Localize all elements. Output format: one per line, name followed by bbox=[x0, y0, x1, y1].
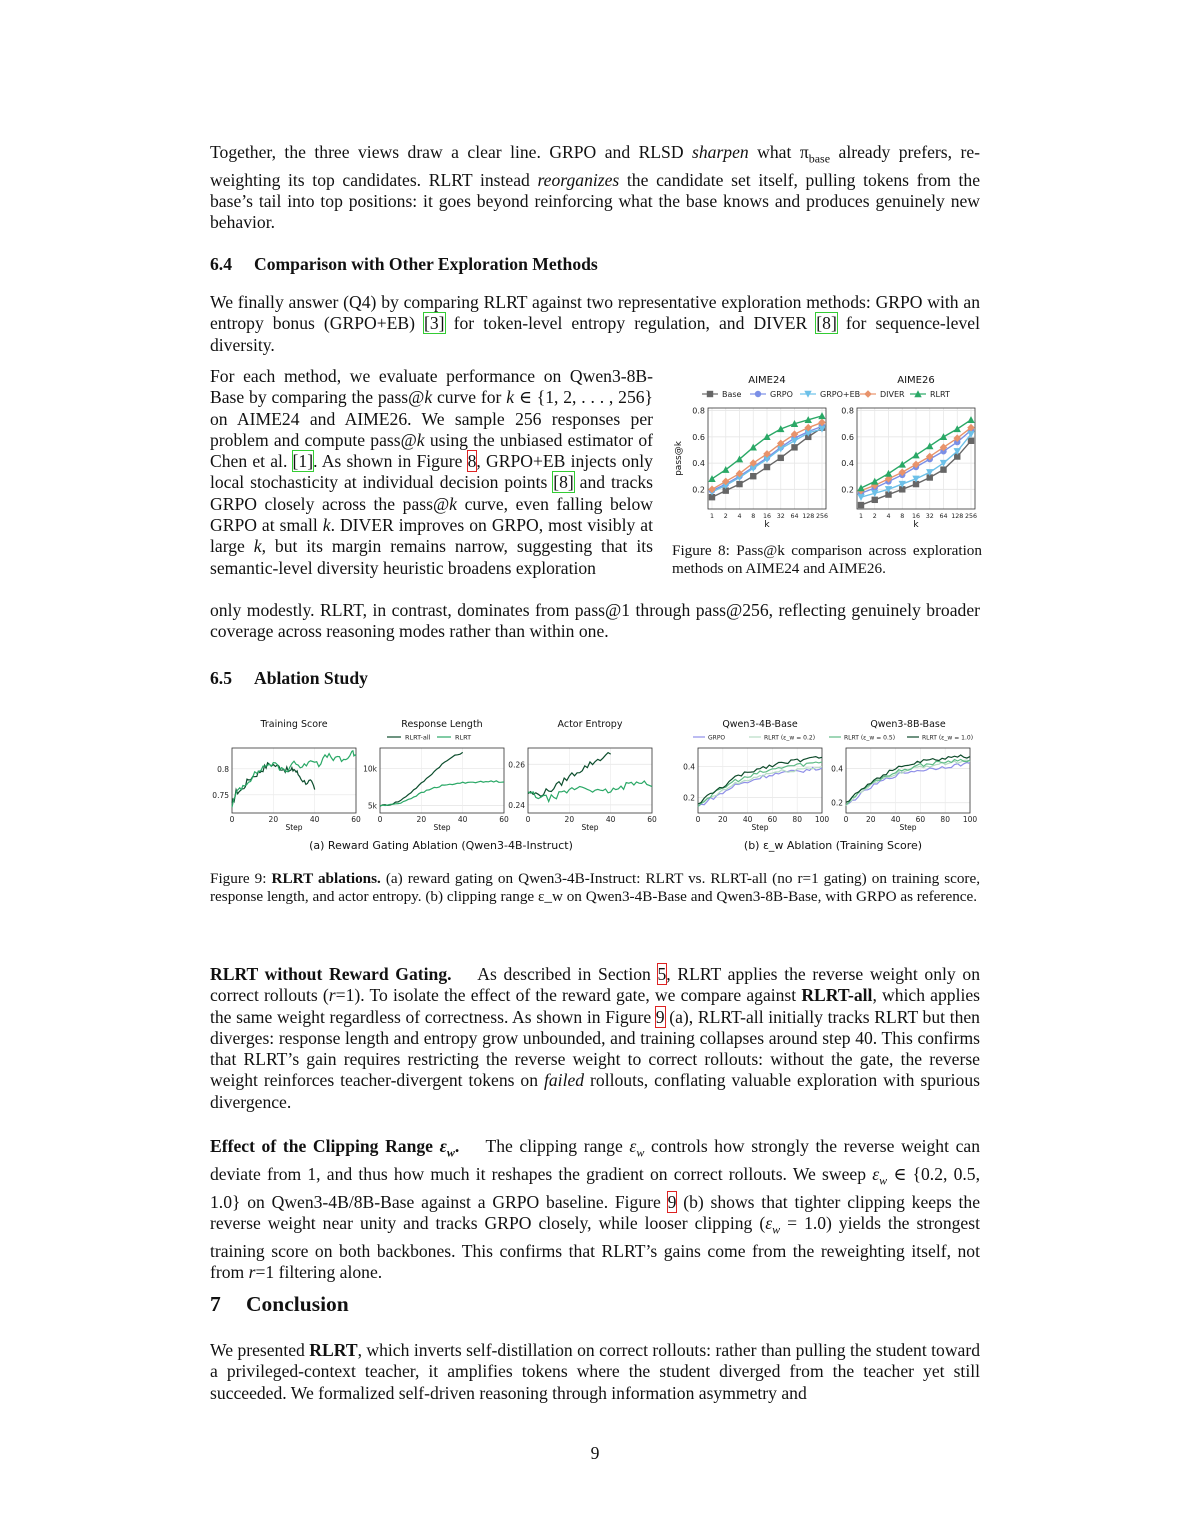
caption-bold: RLRT ablations. bbox=[271, 870, 381, 887]
x-axis-label: Step bbox=[751, 823, 769, 832]
x-axis-label: Step bbox=[581, 823, 599, 832]
plot-frame bbox=[698, 748, 822, 813]
data-point bbox=[899, 461, 906, 468]
x-tick-label: 40 bbox=[309, 815, 320, 824]
y-tick-label: 5k bbox=[367, 801, 377, 811]
panel-title: Actor Entropy bbox=[557, 719, 623, 730]
y-tick-label: 0.8 bbox=[841, 406, 854, 416]
data-point bbox=[968, 438, 974, 444]
figure-9-chart bbox=[205, 712, 990, 862]
x-axis-label: k bbox=[913, 520, 919, 530]
data-point bbox=[926, 442, 933, 449]
panel-title: AIME26 bbox=[897, 375, 935, 386]
x-tick-label: 20 bbox=[268, 815, 279, 824]
x-tick-label: 80 bbox=[792, 815, 802, 824]
data-point bbox=[818, 412, 825, 419]
section-number: 6.4 bbox=[210, 254, 232, 274]
series-line bbox=[528, 781, 652, 802]
citation-link[interactable]: [8] bbox=[816, 313, 837, 334]
series-line bbox=[698, 767, 822, 806]
x-tick-label: 16 bbox=[762, 513, 772, 520]
y-tick-label: 0.6 bbox=[692, 432, 705, 442]
x-tick-label: 100 bbox=[814, 815, 830, 824]
legend-label: RLRT bbox=[455, 733, 472, 742]
data-point bbox=[778, 455, 784, 461]
panel-title: Response Length bbox=[401, 719, 483, 730]
x-tick-label: 80 bbox=[940, 815, 950, 824]
figure-8-chart bbox=[670, 368, 990, 536]
sec64-paragraph-1: We finally answer (Q4) by comparing RLRT against two representative exploration methods: GRPO with an entropy bonus (GRPO+EB) [3] for token-level entropy regulation, and DIVER [8] for sequence-level diversity. bbox=[210, 292, 980, 355]
x-tick-label: 64 bbox=[790, 513, 799, 520]
x-tick-label: 32 bbox=[776, 513, 785, 520]
conclusion-paragraph: We presented RLRT, which inverts self-distillation on correct rollouts: rather than pulling the student toward a privileged-context teacher, it amplifies tokens where the student diverged from the teacher yet still succeeded. We formalized self-driven reasoning through information asymmetry and bbox=[210, 1340, 980, 1403]
x-tick-label: 256 bbox=[815, 513, 829, 520]
section-number: 6.5 bbox=[210, 668, 232, 688]
legend-label: RLRT (ε_w = 0.2) bbox=[764, 734, 816, 742]
legend-label: RLRT-all bbox=[405, 733, 431, 742]
y-tick-label: 10k bbox=[363, 764, 377, 774]
section-title: Conclusion bbox=[246, 1292, 349, 1316]
x-tick-label: 4 bbox=[886, 513, 891, 520]
y-tick-label: 0.2 bbox=[683, 793, 695, 803]
data-point bbox=[764, 464, 770, 470]
y-tick-label: 0.2 bbox=[692, 485, 705, 495]
section-number: 7 bbox=[210, 1292, 221, 1316]
data-point bbox=[871, 478, 878, 485]
y-tick-label: 0.24 bbox=[508, 800, 525, 810]
data-point bbox=[708, 475, 715, 482]
panel-title: Qwen3-8B-Base bbox=[870, 719, 946, 730]
legend-label: DIVER bbox=[880, 390, 905, 399]
figure-ref-link[interactable]: 9 bbox=[667, 1191, 677, 1212]
x-tick-label: 0 bbox=[525, 815, 531, 824]
figure-ref-link[interactable]: 9 bbox=[655, 1006, 665, 1027]
legend-label: GRPO bbox=[770, 390, 793, 399]
citation-link[interactable]: [3] bbox=[424, 313, 445, 334]
x-tick-label: 8 bbox=[751, 513, 756, 520]
x-tick-label: 128 bbox=[951, 513, 964, 520]
x-tick-label: 1 bbox=[858, 513, 864, 520]
legend-label: Base bbox=[722, 390, 742, 399]
data-point bbox=[736, 481, 742, 487]
legend-label: RLRT (ε_w = 0.5) bbox=[844, 734, 896, 742]
legend-label: RLRT (ε_w = 1.0) bbox=[922, 734, 974, 742]
intro-paragraph: Together, the three views draw a clear line. GRPO and RLSD sharpen what $\pi_{base}$ already prefers, re-weighting its top candidates. RLRT instead reorganizes the candidate set itself, pulling tokens from the base’s tail into top positions: it goes beyond reinforcing what the base knows and produces genuinely new behavior. bbox=[210, 142, 981, 233]
section-title: Ablation Study bbox=[254, 668, 368, 688]
y-tick-label: 0.8 bbox=[217, 764, 229, 774]
data-point bbox=[940, 466, 946, 472]
data-point bbox=[857, 494, 864, 501]
y-tick-label: 0.2 bbox=[841, 485, 854, 495]
section-ref-link[interactable]: 5 bbox=[657, 964, 667, 984]
x-tick-label: 0 bbox=[229, 815, 235, 824]
x-tick-label: 1 bbox=[709, 513, 715, 520]
x-tick-label: 20 bbox=[416, 815, 427, 824]
y-tick-label: 0.4 bbox=[831, 764, 843, 774]
y-tick-label: 0.4 bbox=[692, 459, 705, 469]
x-tick-label: 100 bbox=[962, 815, 978, 824]
x-tick-label: 0 bbox=[377, 815, 383, 824]
x-tick-label: 256 bbox=[964, 513, 978, 520]
data-point bbox=[954, 425, 961, 432]
legend-marker bbox=[864, 390, 872, 398]
panel-title: Training Score bbox=[260, 719, 328, 730]
x-tick-label: 2 bbox=[872, 513, 877, 520]
sec64-paragraph-2: For each method, we evaluate performance on Qwen3-8B-Base by comparing the pass@k curve for k ∈ {1, 2, . . . , 256} on AIME24 and AIME26. We sample 256 responses per problem and compute pass@k using the unbiased estimator of Chen et al. [1]. As shown in Figure 8, GRPO+EB injects only local stochasticity at individual decision points [8] and tracks GRPO closely across the pass@k curve, even falling below GRPO at small k. DIVER improves on GRPO, most visibly at large k, but its margin remains narrow, suggesting that its semantic-level diversity heuristic broadens exploration bbox=[210, 366, 653, 578]
gating-paragraph: RLRT without Reward Gating. As described in Section 5, RLRT applies the reverse weight only on correct rollouts (r=1). To isolate the effect of the reward gate, we compare against RLRT-all, which applies the same weight regardless of correctness. As shown in Figure 9 (a), RLRT-all initially tracks RLRT but then diverges: response length and entropy grow unbounded, and training collapses around step 40. This confirms that RLRT’s gain requires restricting the reverse weight to correct rollouts: without the gate, the reverse weight reinforces teacher-divergent tokens on failed rollouts, conflating valuable exploration with spurious divergence. bbox=[210, 964, 980, 1112]
data-point bbox=[791, 438, 798, 445]
series-line bbox=[698, 757, 822, 804]
plot-frame bbox=[528, 748, 652, 813]
data-point bbox=[750, 473, 756, 479]
data-point bbox=[967, 416, 974, 423]
section-title: Comparison with Other Exploration Methods bbox=[254, 254, 598, 274]
subcaption-a: (a) Reward Gating Ablation (Qwen3-4B-Instruct) bbox=[309, 839, 573, 852]
sec64-paragraph-2-cont: only modestly. RLRT, in contrast, dominates from pass@1 through pass@256, reflecting genuinely broader coverage across reasoning modes rather than within one. bbox=[210, 600, 980, 642]
x-tick-label: 16 bbox=[911, 513, 921, 520]
y-tick-label: 0.6 bbox=[841, 432, 854, 442]
data-point bbox=[857, 484, 864, 491]
figure-8-caption bbox=[672, 542, 982, 579]
y-axis-label: pass@k bbox=[674, 441, 684, 476]
x-tick-label: 0 bbox=[695, 815, 701, 824]
panel-title: AIME24 bbox=[748, 375, 786, 386]
x-axis-label: Step bbox=[285, 823, 303, 832]
legend-label: RLRT bbox=[930, 390, 950, 399]
x-tick-label: 60 bbox=[647, 815, 657, 824]
x-tick-label: 8 bbox=[900, 513, 905, 520]
x-tick-label: 40 bbox=[605, 815, 616, 824]
x-tick-label: 2 bbox=[723, 513, 728, 520]
y-tick-label: 0.4 bbox=[841, 459, 854, 469]
y-tick-label: 0.26 bbox=[508, 760, 525, 770]
data-point bbox=[912, 452, 919, 459]
x-tick-label: 40 bbox=[742, 815, 753, 824]
legend-marker bbox=[755, 391, 761, 397]
x-tick-label: 128 bbox=[802, 513, 815, 520]
x-axis-label: k bbox=[764, 520, 770, 530]
figure-ref-link[interactable]: 8 bbox=[467, 451, 477, 472]
x-tick-label: 60 bbox=[915, 815, 926, 824]
legend-label: GRPO bbox=[708, 734, 726, 742]
caption-label: Figure 8: bbox=[672, 542, 730, 559]
data-point bbox=[885, 470, 892, 477]
x-tick-label: 40 bbox=[890, 815, 901, 824]
x-tick-label: 20 bbox=[866, 815, 876, 824]
paragraph-title: Effect of the Clipping Range bbox=[210, 1136, 433, 1156]
paragraph-title: RLRT without Reward Gating. bbox=[210, 964, 452, 984]
x-tick-label: 40 bbox=[457, 815, 468, 824]
x-tick-label: 4 bbox=[737, 513, 742, 520]
x-tick-label: 60 bbox=[767, 815, 778, 824]
legend-marker bbox=[707, 391, 713, 397]
caption-text: (a) reward gating on Qwen3-4B-Instruct: RLRT vs. RLRT-all (no r=1 gating) on training score, response length, and actor entropy. (b) clipping range ε_w on Qwen3-4B-Base and Qwen3-8B-Base, with GRPO as reference. bbox=[210, 870, 981, 906]
y-tick-label: 0.4 bbox=[683, 762, 695, 772]
section-6-5-heading bbox=[210, 668, 980, 689]
x-tick-label: 60 bbox=[351, 815, 361, 824]
citation-link[interactable]: [1] bbox=[292, 451, 314, 472]
x-tick-label: 64 bbox=[939, 513, 948, 520]
series-line bbox=[846, 759, 970, 804]
y-tick-label: 0.2 bbox=[831, 798, 843, 808]
x-tick-label: 20 bbox=[718, 815, 728, 824]
section-6-4-heading bbox=[210, 254, 980, 275]
caption-text: Pass@k comparison across exploration methods on AIME24 and AIME26. bbox=[672, 542, 982, 578]
legend-label: GRPO+EB bbox=[820, 390, 861, 399]
data-point bbox=[791, 444, 797, 450]
x-tick-label: 20 bbox=[564, 815, 575, 824]
clipping-paragraph: Effect of the Clipping Range $\varepsilon_w$. The clipping range $\varepsilon_w$ controls how strongly the reverse weight can deviate from 1, and thus how much it reshapes the gradient on correct rollouts. We sweep $\varepsilon_w$ ∈ {0.2, 0.5, 1.0} on Qwen3-4B/8B-Base against a GRPO baseline. Figure 9 (b) shows that tighter clipping keeps the reverse weight near unity and tracks GRPO closely, while looser clipping $(\varepsilon_w = 1.0)$ yields the strongest training score on both backbones. This confirms that RLRT’s gains come from the reweighting itself, not from r=1 filtering alone. bbox=[210, 1136, 981, 1283]
x-axis-label: Step bbox=[899, 823, 917, 832]
x-tick-label: 60 bbox=[499, 815, 509, 824]
subcaption-b: (b) ε_w Ablation (Training Score) bbox=[743, 839, 923, 852]
citation-link[interactable]: [8] bbox=[553, 472, 574, 493]
caption-label: Figure 9: bbox=[210, 870, 267, 887]
data-point bbox=[858, 502, 864, 508]
y-tick-label: 0.8 bbox=[692, 406, 705, 416]
page-number: 9 bbox=[590, 1443, 600, 1463]
figure-9-caption bbox=[210, 870, 980, 907]
y-tick-label: 0.75 bbox=[212, 790, 229, 800]
x-axis-label: Step bbox=[433, 823, 451, 832]
panel-title: Qwen3-4B-Base bbox=[722, 719, 798, 730]
section-7-heading bbox=[210, 1292, 980, 1317]
x-tick-label: 32 bbox=[925, 513, 934, 520]
x-tick-label: 0 bbox=[843, 815, 849, 824]
data-point bbox=[872, 497, 878, 503]
